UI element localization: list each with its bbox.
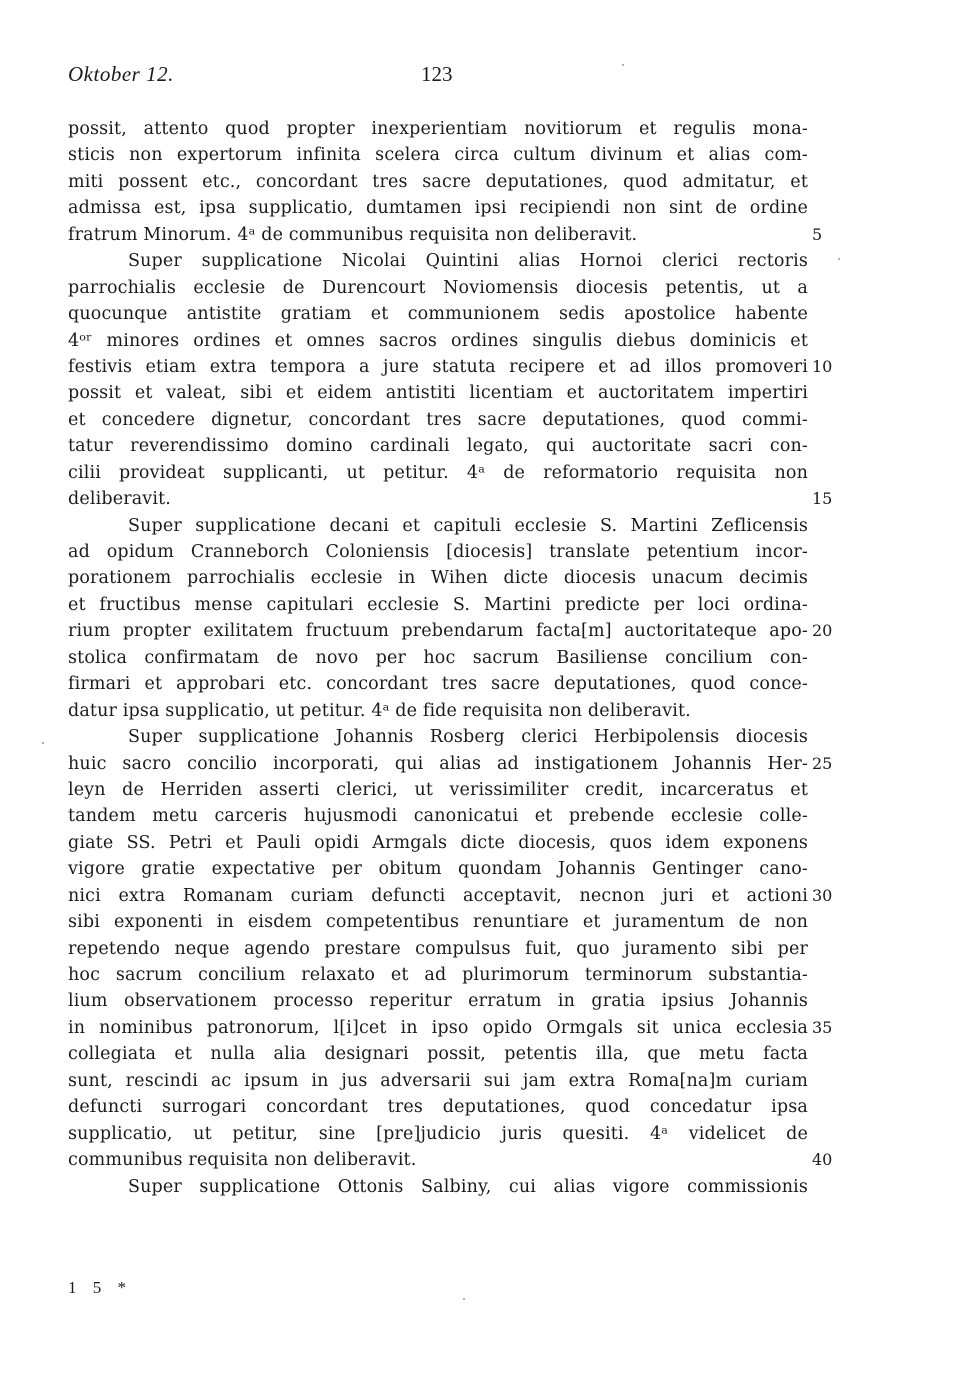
text-line: miti possent etc., concordant tres sacre deputationes, quod admitatur, et (68, 171, 808, 192)
text-line: ad opidum Cranneborch Coloniensis [diocesis] translate petentium incor- (68, 542, 808, 562)
text-line: 4ᵒʳ minores ordines et omnes sacros ordines singulis diebus dominicis et (68, 330, 808, 351)
paragraph-start-line: Super supplicatione decani et capituli ecclesie S. Martini Zeflicensis (128, 515, 808, 536)
text-line: sibi exponenti in eisdem competentibus renuntiare et juramentum de non (68, 912, 808, 933)
paragraph-start-line: Super supplicatione Nicolai Quintini alias Hornoi clerici rectoris (128, 251, 808, 272)
margin-line-numbers (812, 116, 852, 1174)
paragraph-start-line: Super supplicatione Ottonis Salbiny, cui alias vigore commissionis (128, 1176, 808, 1197)
scan-speck (463, 1298, 465, 1300)
line-number: 5 (812, 224, 823, 244)
text-line: defuncti surrogari concordant tres deputationes, quod concedatur ipsa (68, 1097, 808, 1118)
running-head: Oktober 12. (68, 62, 174, 86)
text-line: cilii provideat supplicanti, ut petitur. 4ᵃ de reformatorio requisita non (68, 462, 808, 483)
text-line: festivis etiam extra tempora a jure statuta recipere et ad illos promoveri (68, 356, 808, 377)
scan-speck (42, 742, 44, 744)
text-line: repetendo neque agendo prestare compulsus fuit, quo juramento sibi per (68, 938, 808, 959)
text-line: sticis non expertorum infinita scelera circa cultum divinum et alias com- (68, 145, 808, 166)
text-line: possit et valeat, sibi et eidem antistiti licentiam et auctoritatem impertiri (68, 383, 808, 404)
text-line: tatur reverendissimo domino cardinali legato, qui auctoritate sacri con- (68, 436, 808, 457)
text-line: tandem metu carceris hujusmodi canonicatui et prebende ecclesie colle- (68, 806, 808, 827)
text-line: lium observationem processo reperitur erratum in gratia ipsius Johannis (68, 991, 808, 1012)
line-number: 10 (812, 356, 833, 376)
text-line: possit, attento quod propter inexperientiam novitiorum et regulis mona- (68, 119, 808, 139)
scan-speck (838, 258, 840, 260)
text-line: fratrum Minorum. 4ᵃ de communibus requisita non deliberavit. (68, 224, 638, 245)
text-line: supplicatio, ut petitur, sine [pre]judicio juris quesiti. 4ᵃ videlicet de (68, 1123, 808, 1144)
text-line: parrochialis ecclesie de Durencourt Noviomensis diocesis petentis, ut a (68, 277, 808, 298)
text-line: et concedere dignetur, concordant tres sacre deputationes, quod commi- (68, 409, 808, 430)
text-line: sunt, rescindi ac ipsum in jus adversarii sui jam extra Roma[na]m curiam (68, 1070, 808, 1091)
line-number: 20 (812, 621, 833, 641)
text-line: et fructibus mense capitulari ecclesie S. Martini predicte per loci ordina- (68, 594, 808, 615)
text-line: leyn de Herriden asserti clerici, ut verissimiliter credit, incarceratus et (68, 779, 808, 800)
printer-signature-mark: 1 5 * (68, 1278, 132, 1297)
page-header (68, 62, 808, 92)
text-line: rium propter exilitatem fructuum prebendarum facta[m] auctoritateque apo- (68, 621, 808, 642)
scan-speck (622, 64, 624, 66)
text-line: datur ipsa supplicatio, ut petitur. 4ᵃ de fide requisita non deliberavit. (68, 700, 691, 721)
text-line: hoc sacrum concilium relaxato et ad plurimorum terminorum substantia- (68, 965, 808, 985)
text-line: in nominibus patronorum, l[i]cet in ipso opido Ormgals sit unica ecclesia (68, 1017, 808, 1038)
line-number: 25 (812, 753, 833, 773)
text-line: collegiata et nulla alia designari possit, petentis illa, que metu facta (68, 1044, 808, 1065)
text-line: vigore gratie expectative per obitum quondam Johannis Gentinger cano- (68, 859, 808, 880)
page-number: 123 (421, 62, 453, 86)
text-line: giate SS. Petri et Pauli opidi Armgals dicte diocesis, quos idem exponens (68, 832, 808, 853)
text-line: communibus requisita non deliberavit. (68, 1150, 417, 1171)
line-number: 15 (812, 489, 833, 509)
text-line: porationem parrochialis ecclesie in Wihen dicte diocesis unacum decimis (68, 568, 808, 589)
text-line: quocunque antistite gratiam et communionem sedis apostolice habente (68, 304, 808, 325)
line-number: 40 (812, 1150, 833, 1170)
text-line: admissa est, ipsa supplicatio, dumtamen ipsi recipiendi non sint de ordine (68, 198, 808, 219)
paragraph-start-line: Super supplicatione Johannis Rosberg clerici Herbipolensis diocesis (128, 727, 808, 748)
text-line: firmari et approbari etc. concordant tres sacre deputationes, quod conce- (68, 674, 808, 695)
text-line: deliberavit. (68, 489, 171, 510)
text-line: stolica confirmatam de novo per hoc sacrum Basiliense concilium con- (68, 647, 808, 668)
line-number: 30 (812, 885, 833, 905)
text-line: nici extra Romanam curiam defuncti acceptavit, necnon juri et actioni (68, 885, 808, 906)
body-text (68, 116, 808, 1200)
line-number: 35 (812, 1017, 833, 1037)
text-line: huic sacro concilio incorporati, qui alias ad instigationem Johannis Her- (68, 753, 808, 774)
